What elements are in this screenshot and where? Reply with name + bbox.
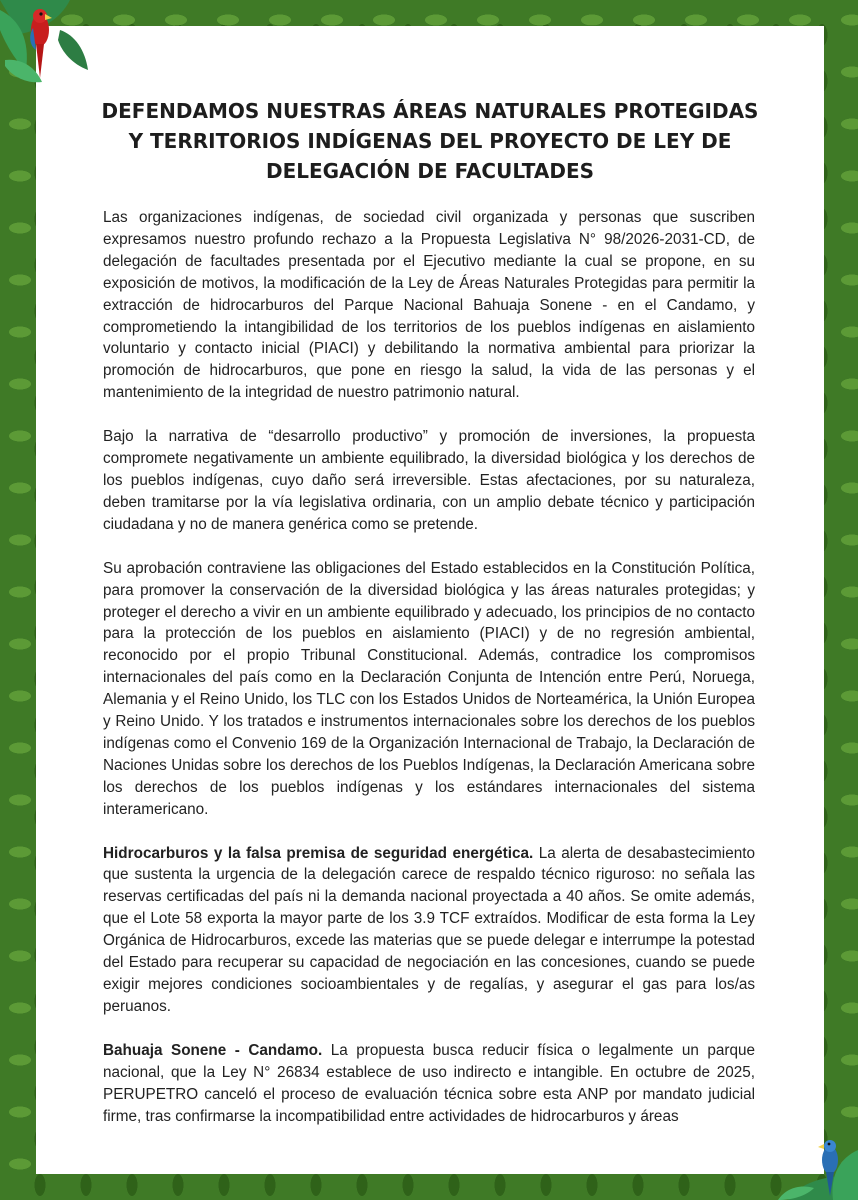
document-title: DEFENDAMOS NUESTRAS ÁREAS NATURALES PROTEGIDAS Y TERRITORIOS INDÍGENAS DEL PROYECTO DE LEY DE DELEGACIÓN DE FACULTADES (101, 99, 759, 183)
paragraph-3 (103, 558, 755, 821)
parrot-with-leaves-icon (0, 0, 92, 90)
paragraph-lead: Bahuaja Sonene - Candamo. (103, 1041, 323, 1059)
paragraph-1 (103, 207, 755, 404)
paragraph-text: La propuesta busca reducir física o legalmente un parque nacional, que la Ley N° 26834 establece de uso indirecto e intangible. En octubre de 2025, PERUPETRO canceló el proceso de evaluación técnica sobre esta ANP por mandato judicial firme, tras confirmarse la incompatibilidad entre actividades de hidrocarburos y áreas (103, 1041, 755, 1125)
paragraph-4 (103, 843, 755, 1018)
bird-with-leaves-icon (778, 1130, 858, 1200)
paragraph-text: La alerta de desabastecimiento que sustenta la urgencia de la delegación carece de respaldo técnico riguroso: no señala las reservas certificadas del país ni la demanda nacional proyectada a 40 años. Se omite además, que el Lote 58 exporta la mayor parte de los 3.9 TCF extraídos. Modificar de esta forma la Ley Orgánica de Hidrocarburos, excede las materias que se puede delegar e interrumpe la potestad del Estado para recuperar su capacidad de negociación en las concesiones, cuando se puede exigir mejores condiciones socioambientales y de regalías, y asegurar el gas para los/as peruanos. (103, 844, 755, 1015)
paragraph-text: Su aprobación contraviene las obligaciones del Estado establecidos en la Constitución Política, para promover la conservación de la diversidad biológica y las áreas naturales protegidas; y proteger el derecho a vivir en un ambiente equilibrado y adecuado, los principios de no contacto para la protección de los pueblos en aislamiento (PIACI) y de no regresión ambiental, reconocido por el propio Tribunal Constitucional. Además, contradice los compromisos internacionales del país como en la Declaración Conjunta de Intención entre Perú, Noruega, Alemania y el Reino Unido, los TLC con los Estados Unidos de Norteamérica, la Unión Europea y Reino Unido. Y los tratados e instrumentos internacionales sobre los derechos de los pueblos indígenas como el Convenio 169 de la Organización Internacional de Trabajo, la Declaración de Naciones Unidas sobre los derechos de los Pueblos Indígenas, la Declaración Americana sobre los derechos de los pueblos indígenas y los estándares internacionales del sistema interamericano. (103, 559, 755, 818)
paragraph-text: Las organizaciones indígenas, de sociedad civil organizada y personas que suscriben expresamos nuestro profundo rechazo a la Propuesta Legislativa N° 98/2026-2031-CD, de delegación de facultades presentada por el Ejecutivo mediante la cual se propone, en su exposición de motivos, la modificación de la Ley de Áreas Naturales Protegidas para permitir la extracción de hidrocarburos del Parque Nacional Bahuaja Sonene - en el Candamo, y comprometiendo la intangibilidad de los territorios de los pueblos indígenas en aislamiento voluntario y contacto inicial (PIACI) y debilitando la normativa ambiental para priorizar la promoción de hidrocarburos, que pone en riesgo la salud, la vida de las personas y el mantenimiento de la integridad de nuestro patrimonio natural. (103, 209, 755, 402)
paragraph-2 (103, 426, 755, 536)
paragraph-lead: Hidrocarburos y la falsa premisa de seguridad energética. (103, 844, 534, 862)
paragraph-text: Bajo la narrativa de “desarrollo productivo” y promoción de inversiones, la propuesta compromete negativamente un ambiente equilibrado, la diversidad biológica y los derechos de los pueblos indígenas, cuyo daño será irreversible. Estas afectaciones, por su naturaleza, deben tramitarse por la vía legislativa ordinaria, con un amplio debate técnico y participación ciudadana y no de manera genérica como se pretende. (103, 428, 755, 533)
paragraph-5 (103, 1040, 755, 1128)
document-body (103, 207, 755, 1149)
document-page (36, 26, 824, 1174)
